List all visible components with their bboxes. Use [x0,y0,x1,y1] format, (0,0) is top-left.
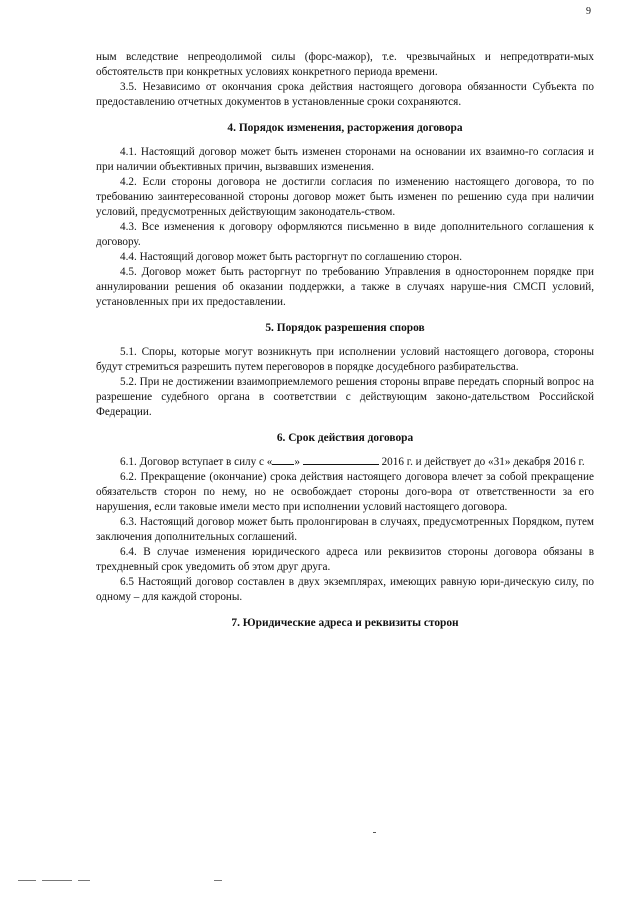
scan-speck [373,832,376,833]
paragraph-5-1: 5.1. Споры, которые могут возникнуть при исполнении условий настоящего договора, стороны будут стремиться разрешить путем переговоров в порядке досудебного разбирательства. [96,346,594,373]
paragraph-6-4: 6.4. В случае изменения юридического адреса или реквизитов стороны договора обязаны в трехдневный срок уведомить об этом друг друга. [96,546,594,573]
month-blank-line [303,455,379,465]
paragraph-4-2: 4.2. Если стороны договора не достигли согласия по изменению настоящего договора, то по требованию заинтересованной стороны договор может быть изменен по решению суда при наличии условий, предусмотренных действующим законодатель-ством. [96,176,594,218]
effective-date-prefix: 6.1. Договор вступает в силу с « [120,456,273,468]
section-4-heading: 4. Порядок изменения, расторжения договора [227,122,463,134]
paragraph-3-4-continuation: ным вследствие непреодолимой силы (форс-мажор), т.е. чрезвычайных и непредотврати-мых обстоятельств при конкретных условиях конкретного периода времени. [96,51,594,78]
section-7-heading: 7. Юридические адреса и реквизиты сторон [231,617,459,629]
section-6-heading: 6. Срок действия договора [276,432,414,444]
paragraph-4-1: 4.1. Настоящий договор может быть изменен сторонами на основании их взаимно-го согласия и при наличии объективных причин, вызвавших изменения. [96,146,594,173]
paragraph-3-5: 3.5. Независимо от окончания срока действия настоящего договора обязанности Субъекта по предоставлению отчетных документов в установленные сроки сохраняются. [96,81,594,108]
paragraph-4-5: 4.5. Договор может быть расторгнут по требованию Управления в одностороннем порядке при аннулировании решения об оказании поддержки, а также в случаях наруше-ния СМСП условий, установленных при их предоставлении. [96,266,594,308]
day-blank-line [272,455,294,465]
effective-date-mid: » [294,456,303,468]
paragraph-6-2: 6.2. Прекращение (окончание) срока действия настоящего договора влечет за собой прекращение обязательств сторон по нему, но не освобождает стороны дого-вора от ответственности за его нарушения, если таковые имели место при исполнении условий настоящего договора. [96,471,594,513]
effective-date-suffix: 2016 г. и действует до «31» декабря 2016 г. [378,456,585,468]
paragraph-6-5: 6.5 Настоящий договор составлен в двух экземплярах, имеющих равную юри-дическую силу, по одному – для каждой стороны. [96,576,594,603]
paragraph-6-3: 6.3. Настоящий договор может быть пролонгирован в случаях, предусмотренных Порядком, путем заключения дополнительных соглашений. [96,516,594,543]
paragraph-4-4: 4.4. Настоящий договор может быть расторгнут по соглашению сторон. [120,251,463,263]
document-body [96,50,594,640]
paragraph-6-1 [96,455,594,470]
page-number: 9 [586,6,591,17]
section-5-heading: 5. Порядок разрешения споров [265,322,425,334]
paragraph-5-2: 5.2. При не достижении взаимоприемлемого решения стороны вправе передать спорный вопрос на разрешение судебного органа в соответствии с действующим законо-дательством Российской Федерации. [96,376,594,418]
paragraph-4-3: 4.3. Все изменения к договору оформляются письменно в виде дополнительного соглашения к договору. [96,221,594,248]
scan-footer-marks [18,880,238,883]
